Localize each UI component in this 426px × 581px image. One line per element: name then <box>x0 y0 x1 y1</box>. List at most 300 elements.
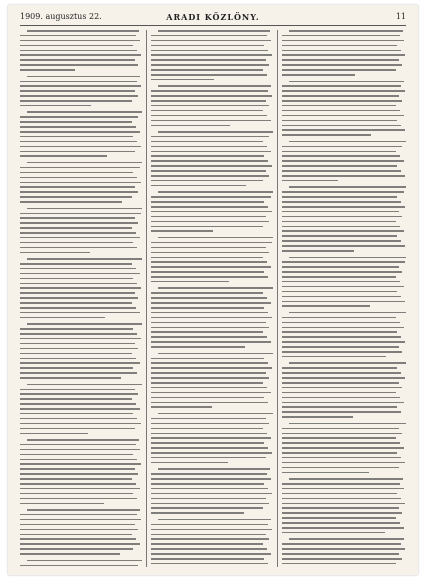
header-rule <box>20 25 406 26</box>
page-number: 11 <box>395 12 406 21</box>
text-line <box>20 444 136 446</box>
text-line <box>151 230 213 232</box>
text-line <box>282 191 404 193</box>
text-line <box>282 105 396 107</box>
text-line <box>151 40 271 42</box>
text-line <box>151 529 272 531</box>
text-line <box>20 287 141 289</box>
article-block <box>151 287 273 347</box>
text-line <box>151 543 263 545</box>
text-line <box>151 462 228 464</box>
text-line <box>20 292 135 294</box>
text-line <box>282 281 400 283</box>
text-line <box>20 498 137 500</box>
text-line <box>20 478 132 480</box>
text-line <box>282 201 401 203</box>
text-line <box>158 519 271 521</box>
issue-date: 1909. augusztus 22. <box>20 12 102 21</box>
text-line <box>282 433 402 435</box>
text-line <box>282 553 399 555</box>
text-line <box>20 81 137 83</box>
text-line <box>289 257 406 259</box>
text-line <box>151 548 267 550</box>
text-line <box>151 247 266 249</box>
text-line <box>151 553 271 555</box>
text-line <box>20 177 137 179</box>
text-line <box>151 64 269 66</box>
text-line <box>282 437 396 439</box>
text-line <box>151 180 263 182</box>
text-line <box>289 478 403 480</box>
text-line <box>20 297 138 299</box>
text-line <box>20 519 141 521</box>
text-line <box>20 529 138 531</box>
text-line <box>151 372 266 374</box>
text-line <box>20 141 137 143</box>
text-column-3 <box>282 30 406 567</box>
article-block <box>282 538 406 567</box>
text-line <box>20 186 135 188</box>
text-line <box>151 125 230 127</box>
text-line <box>27 258 142 260</box>
text-line <box>282 402 404 404</box>
text-line <box>27 208 142 210</box>
article-block <box>20 208 142 254</box>
text-line <box>282 336 401 338</box>
text-line <box>151 503 269 505</box>
article-block <box>20 323 142 378</box>
text-column-2 <box>151 30 273 567</box>
text-line <box>151 322 266 324</box>
text-line <box>282 125 401 127</box>
text-line <box>151 558 264 560</box>
text-line <box>20 534 132 536</box>
text-line <box>151 406 212 408</box>
text-line <box>282 351 402 353</box>
column-divider-1 <box>146 30 147 567</box>
text-line <box>282 356 386 358</box>
text-line <box>282 346 399 348</box>
text-line <box>20 338 141 340</box>
text-line <box>151 151 271 153</box>
text-line <box>282 327 404 329</box>
text-line <box>20 317 105 319</box>
text-line <box>289 312 406 314</box>
text-line <box>151 452 272 454</box>
text-line <box>20 247 137 249</box>
text-line <box>282 428 399 430</box>
text-line <box>151 402 268 404</box>
text-line <box>27 30 139 32</box>
text-line <box>282 45 397 47</box>
text-line <box>151 90 268 92</box>
text-line <box>151 346 245 348</box>
text-line <box>20 454 133 456</box>
text-line <box>20 538 136 540</box>
text-line <box>20 242 133 244</box>
text-line <box>282 286 404 288</box>
text-line <box>151 524 268 526</box>
text-line <box>282 211 399 213</box>
article-block <box>151 85 273 126</box>
text-line <box>151 120 271 122</box>
text-line <box>151 110 263 112</box>
text-line <box>282 266 399 268</box>
article-block <box>20 162 142 203</box>
text-line <box>151 292 263 294</box>
text-line <box>151 95 272 97</box>
text-line <box>20 358 136 360</box>
text-line <box>282 488 404 490</box>
text-line <box>20 268 136 270</box>
text-line <box>282 64 402 66</box>
text-line <box>282 512 402 514</box>
text-line <box>20 54 141 56</box>
text-line <box>27 560 142 562</box>
text-line <box>282 483 400 485</box>
text-line <box>151 428 263 430</box>
text-line <box>282 180 338 182</box>
page-header <box>20 11 406 23</box>
text-line <box>158 237 273 239</box>
text-line <box>151 563 268 565</box>
text-line <box>282 146 402 148</box>
text-line <box>20 367 133 369</box>
text-line <box>151 141 263 143</box>
text-line <box>20 393 138 395</box>
text-line <box>282 527 404 529</box>
text-line <box>282 548 405 550</box>
article-block <box>20 560 142 567</box>
text-line <box>151 382 263 384</box>
text-line <box>20 433 88 435</box>
text-line <box>151 367 272 369</box>
text-line <box>282 100 402 102</box>
text-line <box>151 392 271 394</box>
text-line <box>282 115 404 117</box>
text-line <box>282 305 370 307</box>
text-line <box>282 160 404 162</box>
text-line <box>282 221 396 223</box>
text-line <box>20 468 135 470</box>
text-line <box>151 387 267 389</box>
text-line <box>20 151 135 153</box>
text-line <box>151 534 266 536</box>
text-line <box>20 473 138 475</box>
text-line <box>20 191 138 193</box>
text-line <box>151 302 271 304</box>
text-line <box>151 206 268 208</box>
text-line <box>282 452 397 454</box>
text-line <box>151 512 244 514</box>
text-line <box>151 226 263 228</box>
article-block <box>151 468 273 514</box>
text-line <box>282 387 402 389</box>
text-line <box>151 327 269 329</box>
text-line <box>20 333 137 335</box>
text-line <box>20 172 133 174</box>
text-line <box>20 182 141 184</box>
text-line <box>282 503 405 505</box>
text-line <box>20 377 121 379</box>
text-line <box>20 312 140 314</box>
article-block <box>282 478 406 533</box>
newspaper-masthead: ARADI KÖZLÖNY. <box>166 12 260 22</box>
text-line <box>282 442 400 444</box>
article-block <box>20 30 142 71</box>
text-line <box>282 472 369 474</box>
article-block <box>282 81 406 136</box>
text-line <box>282 165 397 167</box>
text-line <box>282 372 401 374</box>
text-line <box>282 317 396 319</box>
text-line <box>282 240 401 242</box>
text-line <box>20 237 140 239</box>
article-block <box>151 30 273 80</box>
text-line <box>151 336 267 338</box>
text-line <box>151 478 271 480</box>
article-block <box>151 131 273 186</box>
text-line <box>282 250 354 252</box>
article-block <box>151 237 273 283</box>
text-line <box>27 111 142 113</box>
text-line <box>158 191 273 193</box>
text-line <box>282 40 404 42</box>
text-line <box>20 201 122 203</box>
text-line <box>158 353 273 355</box>
text-line <box>20 283 137 285</box>
text-line <box>151 242 272 244</box>
text-line <box>151 266 271 268</box>
text-line <box>282 50 401 52</box>
article-block <box>282 141 406 182</box>
text-line <box>151 170 266 172</box>
text-line <box>151 136 269 138</box>
text-line <box>282 59 399 61</box>
text-line <box>289 186 406 188</box>
text-line <box>282 563 396 565</box>
text-line <box>20 543 140 545</box>
article-block <box>151 191 273 232</box>
text-line <box>282 558 402 560</box>
text-line <box>20 449 140 451</box>
text-line <box>20 353 132 355</box>
text-line <box>151 442 264 444</box>
text-line <box>282 341 405 343</box>
text-line <box>282 411 401 413</box>
text-line <box>20 328 133 330</box>
text-line <box>20 45 133 47</box>
text-line <box>282 397 400 399</box>
text-line <box>151 358 264 360</box>
text-line <box>282 134 371 136</box>
text-line <box>289 30 403 32</box>
text-line <box>151 59 266 61</box>
text-line <box>151 196 271 198</box>
text-line <box>20 307 136 309</box>
text-column-1 <box>20 30 142 567</box>
text-line <box>151 276 268 278</box>
text-line <box>20 302 132 304</box>
text-line <box>20 403 136 405</box>
article-block <box>151 353 273 408</box>
text-line <box>151 307 264 309</box>
text-line <box>20 503 104 505</box>
text-line <box>282 447 404 449</box>
text-line <box>282 230 404 232</box>
text-line <box>20 398 132 400</box>
text-line <box>158 413 273 415</box>
text-line <box>289 362 406 364</box>
text-line <box>151 45 264 47</box>
text-line <box>151 271 264 273</box>
article-block <box>282 30 406 76</box>
text-line <box>151 457 266 459</box>
text-line <box>282 151 396 153</box>
text-line <box>151 312 268 314</box>
text-line <box>151 488 268 490</box>
text-line <box>151 437 271 439</box>
text-line <box>151 35 267 37</box>
article-block <box>282 257 406 307</box>
text-line <box>282 226 400 228</box>
column-divider-2 <box>277 30 278 567</box>
text-line <box>20 90 135 92</box>
text-line <box>151 473 267 475</box>
text-line <box>20 116 138 118</box>
article-block <box>151 413 273 463</box>
text-line <box>282 35 400 37</box>
text-line <box>282 498 401 500</box>
text-line <box>20 565 138 567</box>
text-line <box>289 538 404 540</box>
article-block <box>282 423 406 473</box>
text-line <box>282 392 396 394</box>
text-line <box>289 423 406 425</box>
text-line <box>20 121 132 123</box>
text-line <box>151 362 268 364</box>
text-line <box>282 382 399 384</box>
text-line <box>20 488 140 490</box>
text-line <box>27 76 140 78</box>
text-line <box>151 74 267 76</box>
text-line <box>282 110 400 112</box>
text-line <box>151 257 263 259</box>
text-line <box>27 162 142 164</box>
article-block <box>282 362 406 417</box>
text-line <box>20 348 138 350</box>
text-line <box>282 406 397 408</box>
text-line <box>20 273 140 275</box>
text-line <box>151 297 267 299</box>
article-block <box>20 76 142 107</box>
text-line <box>282 301 405 303</box>
text-line <box>20 222 138 224</box>
text-line <box>158 131 273 133</box>
text-line <box>20 59 135 61</box>
text-line <box>151 447 268 449</box>
text-line <box>20 428 135 430</box>
text-line <box>282 206 405 208</box>
text-line <box>282 155 400 157</box>
text-line <box>20 408 140 410</box>
text-line <box>282 377 405 379</box>
text-line <box>20 372 137 374</box>
text-line <box>20 362 140 364</box>
text-line <box>151 155 264 157</box>
text-line <box>20 35 136 37</box>
text-line <box>282 175 405 177</box>
text-line <box>151 418 266 420</box>
text-line <box>282 129 405 131</box>
text-line <box>151 498 266 500</box>
text-line <box>282 196 397 198</box>
text-line <box>20 131 140 133</box>
text-line <box>289 141 406 143</box>
article-block <box>20 111 142 157</box>
text-line <box>20 389 135 391</box>
text-line <box>20 64 138 66</box>
text-line <box>151 493 272 495</box>
text-line <box>151 507 263 509</box>
text-line <box>151 216 266 218</box>
text-line <box>27 509 140 511</box>
text-line <box>27 439 139 441</box>
text-line <box>20 343 135 345</box>
text-line <box>151 50 268 52</box>
text-line <box>20 50 137 52</box>
text-line <box>282 69 396 71</box>
text-line <box>282 95 399 97</box>
text-line <box>151 115 267 117</box>
text-line <box>20 213 141 215</box>
text-line <box>282 462 405 464</box>
article-block <box>20 384 142 434</box>
text-line <box>151 201 264 203</box>
text-line <box>151 397 264 399</box>
text-line <box>282 120 397 122</box>
text-line <box>20 100 132 102</box>
text-line <box>20 459 137 461</box>
text-line <box>282 467 399 469</box>
text-line <box>20 418 137 420</box>
text-line <box>282 54 405 56</box>
text-line <box>282 276 396 278</box>
text-line <box>282 532 385 534</box>
text-line <box>151 185 246 187</box>
text-line <box>20 167 140 169</box>
text-line <box>20 196 132 198</box>
text-line <box>20 40 140 42</box>
text-line <box>282 367 397 369</box>
article-block <box>20 439 142 504</box>
text-line <box>282 170 401 172</box>
text-line <box>158 85 271 87</box>
text-line <box>282 457 401 459</box>
article-block <box>282 186 406 251</box>
text-line <box>151 423 269 425</box>
text-line <box>151 261 267 263</box>
text-line <box>151 146 267 148</box>
article-block <box>282 312 406 358</box>
text-line <box>151 100 266 102</box>
text-line <box>282 322 400 324</box>
text-line <box>20 514 137 516</box>
text-line <box>282 543 401 545</box>
text-line <box>20 85 141 87</box>
text-line <box>20 232 136 234</box>
text-line <box>151 538 269 540</box>
